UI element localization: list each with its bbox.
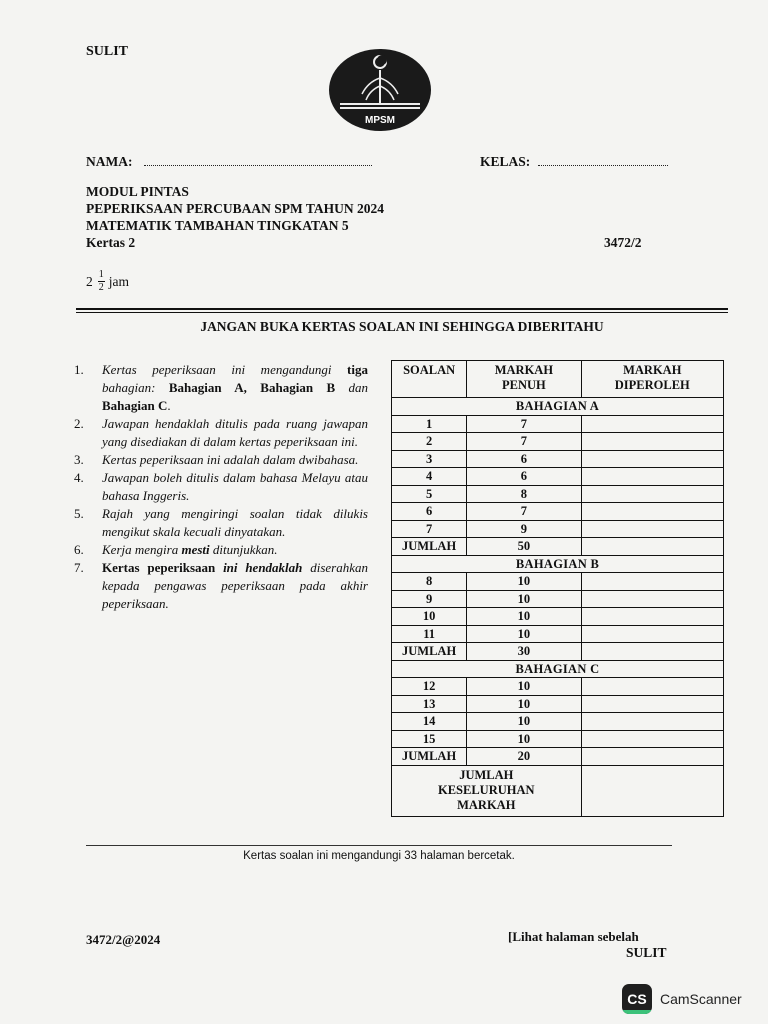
question-number-cell: 5 (392, 485, 467, 503)
question-number-cell: 4 (392, 468, 467, 486)
obtained-marks-cell[interactable] (581, 590, 723, 608)
obtained-marks-cell[interactable] (581, 695, 723, 713)
instruction-text: Rajah yang mengiringi soalan tidak dilukis mengikut skala kecuali dinyatakan. (102, 506, 368, 539)
instruction-number: 5. (74, 506, 84, 521)
table-row (392, 503, 724, 521)
obtained-marks-cell[interactable] (581, 415, 723, 433)
header-markah-diperoleh: MARKAH DIPEROLEH (581, 361, 723, 398)
obtained-marks-cell[interactable] (581, 748, 723, 766)
duration-unit: jam (108, 273, 129, 289)
instruction-text: Kertas peperiksaan ini mengandungi tiga bahagian: Bahagian A, Bahagian B dan Bahagian C. (102, 362, 369, 413)
kelas-label: KELAS: (480, 154, 531, 169)
camscanner-label: CamScanner (660, 991, 742, 1007)
obtained-marks-cell[interactable] (581, 573, 723, 591)
full-marks-cell: 7 (467, 503, 581, 521)
grand-total-label: JUMLAH KESELURUHAN MARKAH (392, 765, 582, 816)
obtained-marks-cell[interactable] (581, 608, 723, 626)
sulit-label-bottom: SULIT (626, 945, 667, 960)
instruction-text: Kertas peperiksaan ini adalah dalam dwibahasa. (102, 452, 359, 467)
obtained-marks-cell[interactable] (581, 625, 723, 643)
marks-table (391, 360, 724, 817)
instruction-item (74, 559, 368, 613)
obtained-marks-cell[interactable] (581, 520, 723, 538)
full-marks-cell: 10 (467, 713, 581, 731)
table-row (392, 695, 724, 713)
instruction-item (74, 415, 368, 451)
camscanner-watermark (622, 984, 742, 1014)
table-row (392, 678, 724, 696)
question-number-cell: 2 (392, 433, 467, 451)
section-total-value: 30 (467, 643, 581, 661)
question-number-cell: 8 (392, 573, 467, 591)
table-row (392, 573, 724, 591)
grand-total-row (392, 765, 724, 816)
instruction-item (74, 505, 368, 541)
table-row (392, 608, 724, 626)
question-number-cell: 14 (392, 713, 467, 731)
subject-title: MATEMATIK TAMBAHAN TINGKATAN 5 (86, 218, 349, 233)
table-row (392, 713, 724, 731)
table-row (392, 433, 724, 451)
question-number-cell: 15 (392, 730, 467, 748)
page-count-note: Kertas soalan ini mengandungi 33 halaman bercetak. (243, 850, 515, 862)
full-marks-cell: 10 (467, 608, 581, 626)
instruction-number: 6. (74, 542, 84, 557)
obtained-marks-cell[interactable] (581, 450, 723, 468)
instruction-number: 2. (74, 416, 84, 431)
duration (86, 270, 129, 293)
duration-whole: 2 (86, 273, 93, 289)
warning-notice: JANGAN BUKA KERTAS SOALAN INI SEHINGGA DIBERITAHU (200, 319, 604, 334)
instruction-number: 3. (74, 452, 84, 467)
instruction-number: 4. (74, 470, 84, 485)
question-number-cell: 6 (392, 503, 467, 521)
full-marks-cell: 7 (467, 415, 581, 433)
obtained-marks-cell[interactable] (581, 678, 723, 696)
full-marks-cell: 9 (467, 520, 581, 538)
section-total-value: 50 (467, 538, 581, 556)
section-total-row (392, 748, 724, 766)
table-row (392, 415, 724, 433)
full-marks-cell: 10 (467, 730, 581, 748)
table-row (392, 468, 724, 486)
exam-title: PEPERIKSAAN PERCUBAAN SPM TAHUN 2024 (86, 201, 385, 216)
obtained-marks-cell[interactable] (581, 765, 723, 816)
table-row (392, 520, 724, 538)
instruction-item (74, 541, 368, 559)
question-number-cell: 12 (392, 678, 467, 696)
full-marks-cell: 10 (467, 625, 581, 643)
table-row (392, 625, 724, 643)
instruction-item (74, 451, 368, 469)
obtained-marks-cell[interactable] (581, 730, 723, 748)
next-page-note: [Lihat halaman sebelah (508, 929, 639, 944)
table-row (392, 485, 724, 503)
nama-label: NAMA: (86, 154, 133, 169)
section-label: BAHAGIAN C (392, 660, 724, 678)
instruction-text: Kerja mengira mesti ditunjukkan. (102, 542, 278, 557)
paper-code: 3472/2 (604, 235, 642, 250)
table-row (392, 450, 724, 468)
footer-code: 3472/2@2024 (86, 932, 161, 947)
question-number-cell: 11 (392, 625, 467, 643)
question-number-cell: 13 (392, 695, 467, 713)
table-row (392, 590, 724, 608)
nama-field[interactable] (144, 153, 372, 166)
divider-rule-thin (76, 312, 728, 313)
section-label: BAHAGIAN A (392, 398, 724, 416)
sulit-label-top: SULIT (86, 44, 129, 59)
obtained-marks-cell[interactable] (581, 713, 723, 731)
kelas-field[interactable] (538, 153, 668, 166)
full-marks-cell: 10 (467, 590, 581, 608)
section-label: BAHAGIAN B (392, 555, 724, 573)
header-soalan: SOALAN (392, 361, 467, 398)
obtained-marks-cell[interactable] (581, 538, 723, 556)
section-row (392, 398, 724, 416)
table-row (392, 730, 724, 748)
nama-row (86, 153, 372, 170)
section-row (392, 555, 724, 573)
question-number-cell: 3 (392, 450, 467, 468)
instruction-text: Jawapan boleh ditulis dalam bahasa Melayu atau bahasa Inggeris. (102, 470, 368, 503)
instruction-number: 1. (74, 362, 84, 377)
camscanner-icon: CS (622, 984, 652, 1014)
full-marks-cell: 10 (467, 695, 581, 713)
section-total-row (392, 643, 724, 661)
obtained-marks-cell[interactable] (581, 468, 723, 486)
school-logo (328, 48, 432, 132)
obtained-marks-cell[interactable] (581, 503, 723, 521)
kelas-row (480, 153, 668, 170)
full-marks-cell: 7 (467, 433, 581, 451)
obtained-marks-cell[interactable] (581, 485, 723, 503)
section-total-row (392, 538, 724, 556)
section-total-label: JUMLAH (392, 748, 467, 766)
paper-label: Kertas 2 (86, 235, 136, 250)
section-total-label: JUMLAH (392, 538, 467, 556)
section-total-label: JUMLAH (392, 643, 467, 661)
full-marks-cell: 8 (467, 485, 581, 503)
section-total-value: 20 (467, 748, 581, 766)
duration-fraction: $\frac{1}{2}$ (98, 269, 104, 293)
table-header-row (392, 361, 724, 398)
question-number-cell: 1 (392, 415, 467, 433)
question-number-cell: 10 (392, 608, 467, 626)
section-row (392, 660, 724, 678)
instructions-list (74, 361, 368, 613)
obtained-marks-cell[interactable] (581, 433, 723, 451)
divider-rule (76, 308, 728, 310)
full-marks-cell: 6 (467, 450, 581, 468)
obtained-marks-cell[interactable] (581, 643, 723, 661)
full-marks-cell: 10 (467, 678, 581, 696)
footer-rule (86, 845, 672, 846)
question-number-cell: 7 (392, 520, 467, 538)
full-marks-cell: 6 (467, 468, 581, 486)
instruction-item (74, 361, 368, 415)
instruction-item (74, 469, 368, 505)
question-number-cell: 9 (392, 590, 467, 608)
instruction-text: Jawapan hendaklah ditulis pada ruang jawapan yang disediakan di dalam kertas peperiksaan ini. (102, 416, 368, 449)
module-title: MODUL PINTAS (86, 184, 189, 199)
instruction-text: Kertas peperiksaan ini hendaklah diserahkan kepada pengawas peperiksaan pada akhir peperiksaan. (102, 560, 368, 611)
instruction-number: 7. (74, 560, 84, 575)
logo-text: MPSM (365, 115, 395, 126)
header-markah-penuh: MARKAH PENUH (467, 361, 581, 398)
full-marks-cell: 10 (467, 573, 581, 591)
